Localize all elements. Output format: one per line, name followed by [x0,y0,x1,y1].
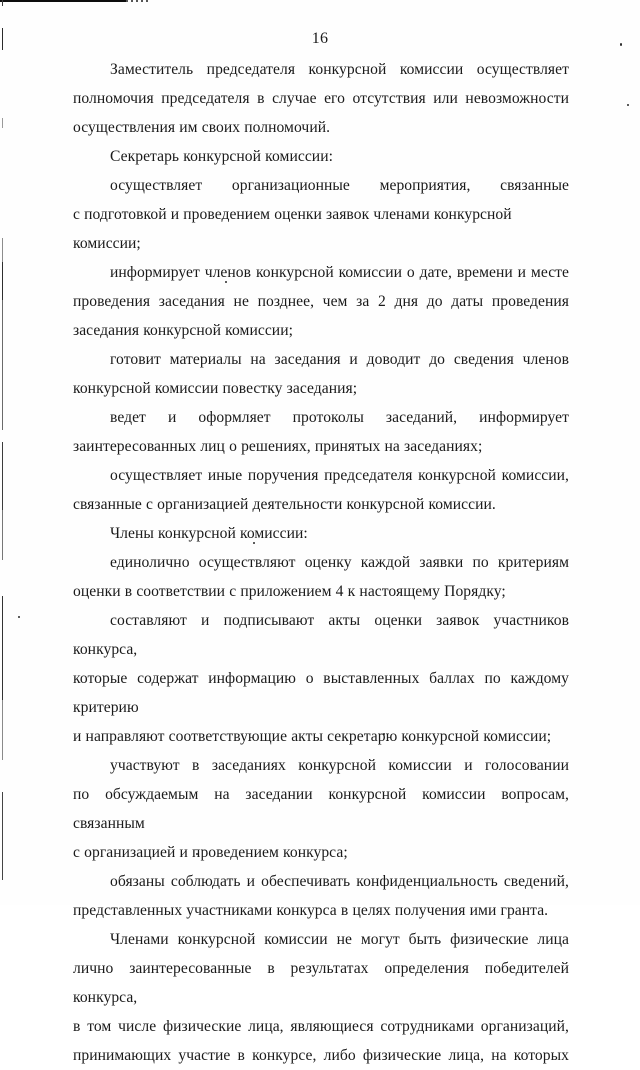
text-line: в том числе физические лица, являющиеся сотрудниками организаций, [73,1018,569,1035]
paragraph [73,171,569,258]
text-line: по обсуждаемым на заседании конкурсной комиссии вопросам, связанным [73,786,569,832]
text-line: представленных участниками конкурса в целях получения ими гранта. [73,902,549,919]
text-line: полномочия председателя в случае его отсутствия или невозможности [73,90,569,107]
text-line: конкурсной комиссии повестку заседания; [73,380,358,397]
text-line: Членами конкурсной комиссии не могут быть физические лица [110,931,569,948]
text-line: осуществляет иные поручения председателя конкурсной комиссии, [110,467,569,484]
text-line: заседания конкурсной комиссии; [73,322,293,339]
text-line: ведет и оформляет протоколы заседаний, информирует [110,409,569,426]
paragraph [73,55,569,142]
paragraph [73,867,569,925]
text-line: Члены конкурсной комиссии: [110,525,308,542]
text-line: участвуют в заседаниях конкурсной комиссии и голосовании [110,757,569,774]
paragraph [73,403,569,461]
paragraph [73,258,569,345]
text-line: которые содержат информацию о выставленных баллах по каждому критерию [73,670,569,716]
document-body [73,55,569,1070]
text-line: и направляют соответствующие акты секретарю конкурсной комиссии; [73,728,552,745]
paragraph [73,142,569,171]
scan-speck [627,104,629,106]
text-line: осуществляет организационные мероприятия, связанные [110,177,569,194]
paragraph [73,548,569,606]
paragraph [73,461,569,519]
paragraph [73,606,569,751]
paragraph [73,519,569,548]
scan-edge-top-dots [126,0,150,2]
text-line: осуществления им своих полномочий. [73,119,331,136]
text-line: Секретарь конкурсной комиссии: [110,148,333,165]
text-line: составляют и подписывают акты оценки заявок участников конкурса, [73,612,569,658]
text-line: проведения заседания не позднее, чем за 2 дня до даты проведения [73,293,569,310]
text-line: лично заинтересованные в результатах определения победителей конкурса, [73,960,569,1006]
text-line: Заместитель председателя конкурсной комиссии осуществляет [110,61,569,78]
paragraph [73,345,569,403]
text-line: с подготовкой и проведением оценки заявок членами конкурсной комиссии; [73,206,512,252]
text-line: информирует членов конкурсной комиссии о дате, времени и месте [110,264,569,281]
text-line: готовит материалы на заседания и доводит до сведения членов [110,351,569,368]
paragraph [73,925,569,1070]
text-line: принимающих участие в конкурсе, либо физические лица, на которых [73,1047,569,1064]
scan-speck [18,616,20,618]
scan-edge-left-rule [2,0,3,905]
text-line: оценки в соответствии с приложением 4 к настоящему Порядку; [73,583,506,600]
text-line: единолично осуществляют оценку каждой заявки по критериям [110,554,569,571]
text-line: заинтересованных лиц о решениях, принятых на заседаниях; [73,438,483,455]
scan-edge-top-bar [0,0,126,2]
text-line: обязаны соблюдать и обеспечивать конфиденциальность сведений, [110,873,569,890]
paragraph [73,751,569,867]
text-line: с организацией и проведением конкурса; [73,844,348,861]
page-number: 16 [311,30,329,47]
text-line: связанные с организацией деятельности конкурсной комиссии. [73,496,496,513]
